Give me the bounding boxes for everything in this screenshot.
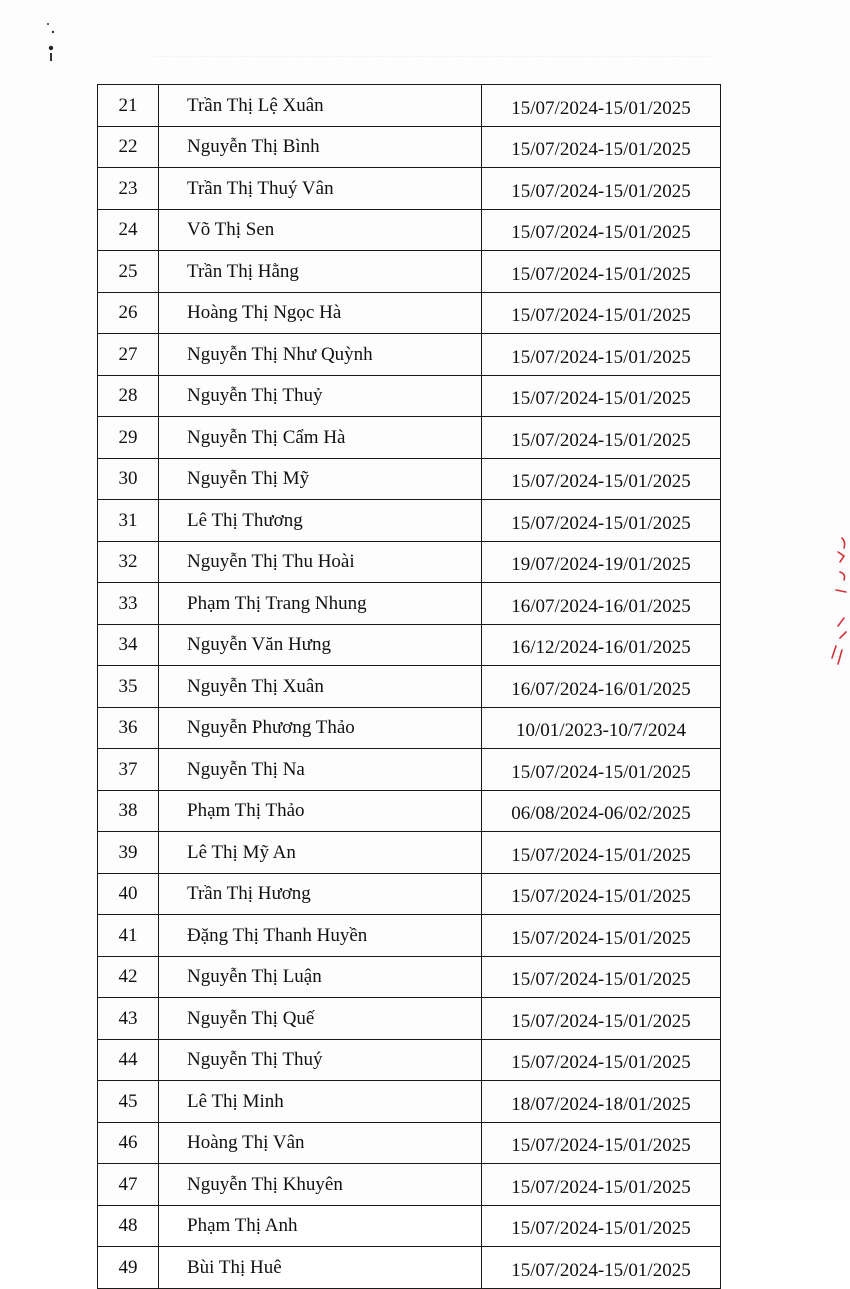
period-cell: 15/07/2024-15/01/2025 [482,500,721,542]
name-cell: Đặng Thị Thanh Huyền [159,915,482,957]
table-row [98,749,721,791]
table-row [98,375,721,417]
row-number-cell: 40 [98,873,159,915]
row-number-cell: 22 [98,126,159,168]
table-row [98,666,721,708]
period-cell: 15/07/2024-15/01/2025 [482,1205,721,1247]
table-row [98,956,721,998]
row-number-cell: 23 [98,168,159,210]
table-row [98,790,721,832]
period-cell: 16/12/2024-16/01/2025 [482,624,721,666]
row-number-cell: 38 [98,790,159,832]
name-cell: Nguyễn Thị Cẩm Hà [159,417,482,459]
period-cell: 10/01/2023-10/7/2024 [482,707,721,749]
name-cell: Nguyễn Thị Xuân [159,666,482,708]
row-number-cell: 26 [98,292,159,334]
table-row [98,1081,721,1123]
period-cell: 15/07/2024-15/01/2025 [482,998,721,1040]
row-number-cell: 21 [98,85,159,127]
table-row [98,1164,721,1206]
name-cell: Hoàng Thị Vân [159,1122,482,1164]
table-row [98,915,721,957]
table-row [98,292,721,334]
row-number-cell: 36 [98,707,159,749]
row-number-cell: 32 [98,541,159,583]
period-cell: 15/07/2024-15/01/2025 [482,168,721,210]
row-number-cell: 42 [98,956,159,998]
row-number-cell: 49 [98,1247,159,1289]
name-cell: Nguyễn Thị Thuỷ [159,375,482,417]
name-cell: Nguyễn Thị Na [159,749,482,791]
period-cell: 19/07/2024-19/01/2025 [482,541,721,583]
row-number-cell: 30 [98,458,159,500]
name-cell: Nguyễn Thị Luận [159,956,482,998]
row-number-cell: 48 [98,1205,159,1247]
period-cell: 16/07/2024-16/01/2025 [482,666,721,708]
table-row [98,707,721,749]
row-number-cell: 33 [98,583,159,625]
table-row [98,334,721,376]
table-row [98,832,721,874]
name-cell: Nguyễn Thị Thuý [159,1039,482,1081]
row-number-cell: 31 [98,500,159,542]
period-cell: 18/07/2024-18/01/2025 [482,1081,721,1123]
period-cell: 15/07/2024-15/01/2025 [482,126,721,168]
period-cell: 15/07/2024-15/01/2025 [482,1164,721,1206]
table-row [98,500,721,542]
name-cell: Nguyễn Thị Khuyên [159,1164,482,1206]
row-number-cell: 43 [98,998,159,1040]
row-number-cell: 28 [98,375,159,417]
row-number-cell: 24 [98,209,159,251]
period-cell: 15/07/2024-15/01/2025 [482,85,721,127]
table-row [98,583,721,625]
table-row [98,541,721,583]
table-row [98,126,721,168]
name-cell: Trần Thị Hương [159,873,482,915]
name-cell: Nguyễn Thị Thu Hoài [159,541,482,583]
name-cell: Lê Thị Minh [159,1081,482,1123]
table-row [98,85,721,127]
row-number-cell: 35 [98,666,159,708]
name-cell: Trần Thị Thuý Vân [159,168,482,210]
row-number-cell: 29 [98,417,159,459]
name-cell: Trần Thị Lệ Xuân [159,85,482,127]
table-row [98,1039,721,1081]
period-cell: 15/07/2024-15/01/2025 [482,832,721,874]
name-cell: Lê Thị Thương [159,500,482,542]
table-row [98,1122,721,1164]
period-cell: 15/07/2024-15/01/2025 [482,1247,721,1289]
roster-table [97,84,721,1289]
row-number-cell: 46 [98,1122,159,1164]
period-cell: 15/07/2024-15/01/2025 [482,334,721,376]
table-row [98,458,721,500]
name-cell: Nguyễn Văn Hưng [159,624,482,666]
period-cell: 15/07/2024-15/01/2025 [482,956,721,998]
period-cell: 15/07/2024-15/01/2025 [482,1039,721,1081]
scan-speck-mark [44,20,58,68]
row-number-cell: 47 [98,1164,159,1206]
name-cell: Nguyễn Thị Bình [159,126,482,168]
period-cell: 15/07/2024-15/01/2025 [482,417,721,459]
roster-body [98,85,721,1289]
period-cell: 15/07/2024-15/01/2025 [482,749,721,791]
name-cell: Trần Thị Hằng [159,251,482,293]
name-cell: Lê Thị Mỹ An [159,832,482,874]
name-cell: Phạm Thị Trang Nhung [159,583,482,625]
name-cell: Phạm Thị Thảo [159,790,482,832]
name-cell: Bùi Thị Huê [159,1247,482,1289]
table-row [98,209,721,251]
stamp-edge-mark [828,530,850,680]
period-cell: 15/07/2024-15/01/2025 [482,375,721,417]
row-number-cell: 34 [98,624,159,666]
table-row [98,1247,721,1289]
name-cell: Nguyễn Thị Quế [159,998,482,1040]
table-row [98,873,721,915]
row-number-cell: 25 [98,251,159,293]
name-cell: Võ Thị Sen [159,209,482,251]
row-number-cell: 45 [98,1081,159,1123]
name-cell: Nguyễn Phương Thảo [159,707,482,749]
row-number-cell: 41 [98,915,159,957]
table-row [98,251,721,293]
row-number-cell: 27 [98,334,159,376]
table-row [98,998,721,1040]
period-cell: 15/07/2024-15/01/2025 [482,209,721,251]
table-row [98,168,721,210]
period-cell: 15/07/2024-15/01/2025 [482,292,721,334]
name-cell: Hoàng Thị Ngọc Hà [159,292,482,334]
name-cell: Nguyễn Thị Mỹ [159,458,482,500]
period-cell: 06/08/2024-06/02/2025 [482,790,721,832]
period-cell: 15/07/2024-15/01/2025 [482,1122,721,1164]
name-cell: Nguyễn Thị Như Quỳnh [159,334,482,376]
table-row [98,624,721,666]
period-cell: 15/07/2024-15/01/2025 [482,915,721,957]
name-cell: Phạm Thị Anh [159,1205,482,1247]
period-cell: 15/07/2024-15/01/2025 [482,458,721,500]
table-row [98,417,721,459]
period-cell: 16/07/2024-16/01/2025 [482,583,721,625]
period-cell: 15/07/2024-15/01/2025 [482,873,721,915]
table-row [98,1205,721,1247]
row-number-cell: 37 [98,749,159,791]
row-number-cell: 44 [98,1039,159,1081]
row-number-cell: 39 [98,832,159,874]
faint-bleedthrough [150,36,710,57]
period-cell: 15/07/2024-15/01/2025 [482,251,721,293]
